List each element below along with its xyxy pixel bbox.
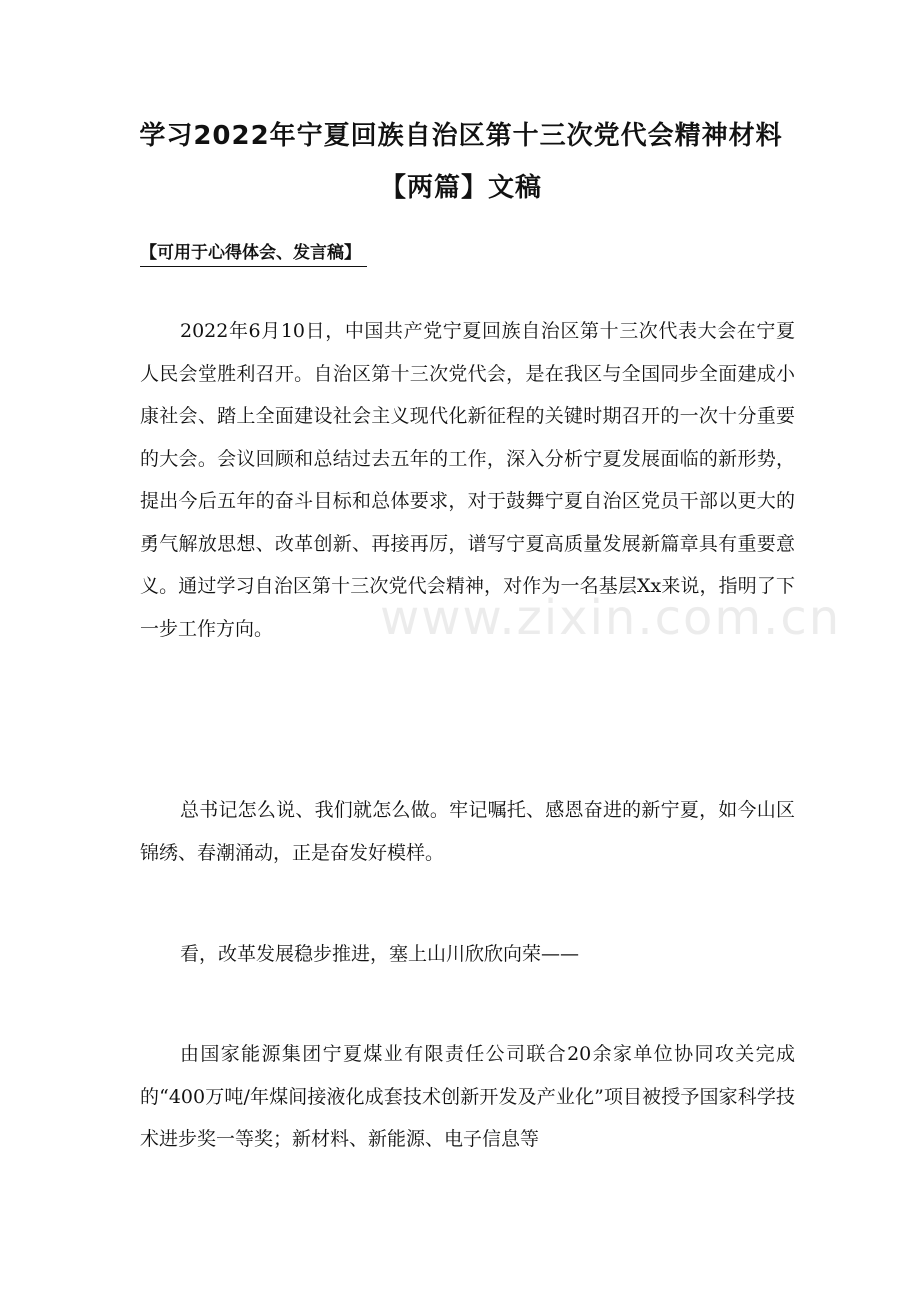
paragraph-4: 由国家能源集团宁夏煤业有限责任公司联合20余家单位协同攻关完成的“400万吨/年煤间接液化成套技术创新开发及产业化”项目被授予国家科学技术进步奖一等奖；新材料、新能源、电子信息等 xyxy=(140,1043,795,1150)
paragraph-1: 2022年6月10日，中国共产党宁夏回族自治区第十三次代表大会在宁夏人民会堂胜利召开。自治区第十三次党代会，是在我区与全国同步全面建成小康社会、踏上全面建设社会主义现代化新征程的关键时期召开的一次十分重要的大会。会议回顾和总结过去五年的工作，深入分析宁夏发展面临的新形势，提出今后五年的奋斗目标和总体要求，对于鼓舞宁夏自治区党员干部以更大的勇气解放思想、改革创新、再接再厉，谱写宁夏高质量发展新篇章具有重要意义。通过学习自治区第十三次党代会精神，对作为一名基层Xx来说，指明了下一步工作方向。 xyxy=(140,320,795,640)
paragraph-2: 总书记怎么说、我们就怎么做。牢记嘱托、感恩奋进的新宁夏，如今山区锦绣、春潮涌动，正是奋发好模样。 xyxy=(140,799,795,864)
watermark: www.zixin.com.cn xyxy=(380,590,842,646)
section-label: 【可用于心得体会、发言稿】 xyxy=(140,240,367,267)
paragraph-3: 看，改革发展稳步推进，塞上山川欣欣向荣—— xyxy=(180,943,580,965)
document-title: 学习2022年宁夏回族自治区第十三次党代会精神材料【两篇】文稿 xyxy=(139,121,783,203)
